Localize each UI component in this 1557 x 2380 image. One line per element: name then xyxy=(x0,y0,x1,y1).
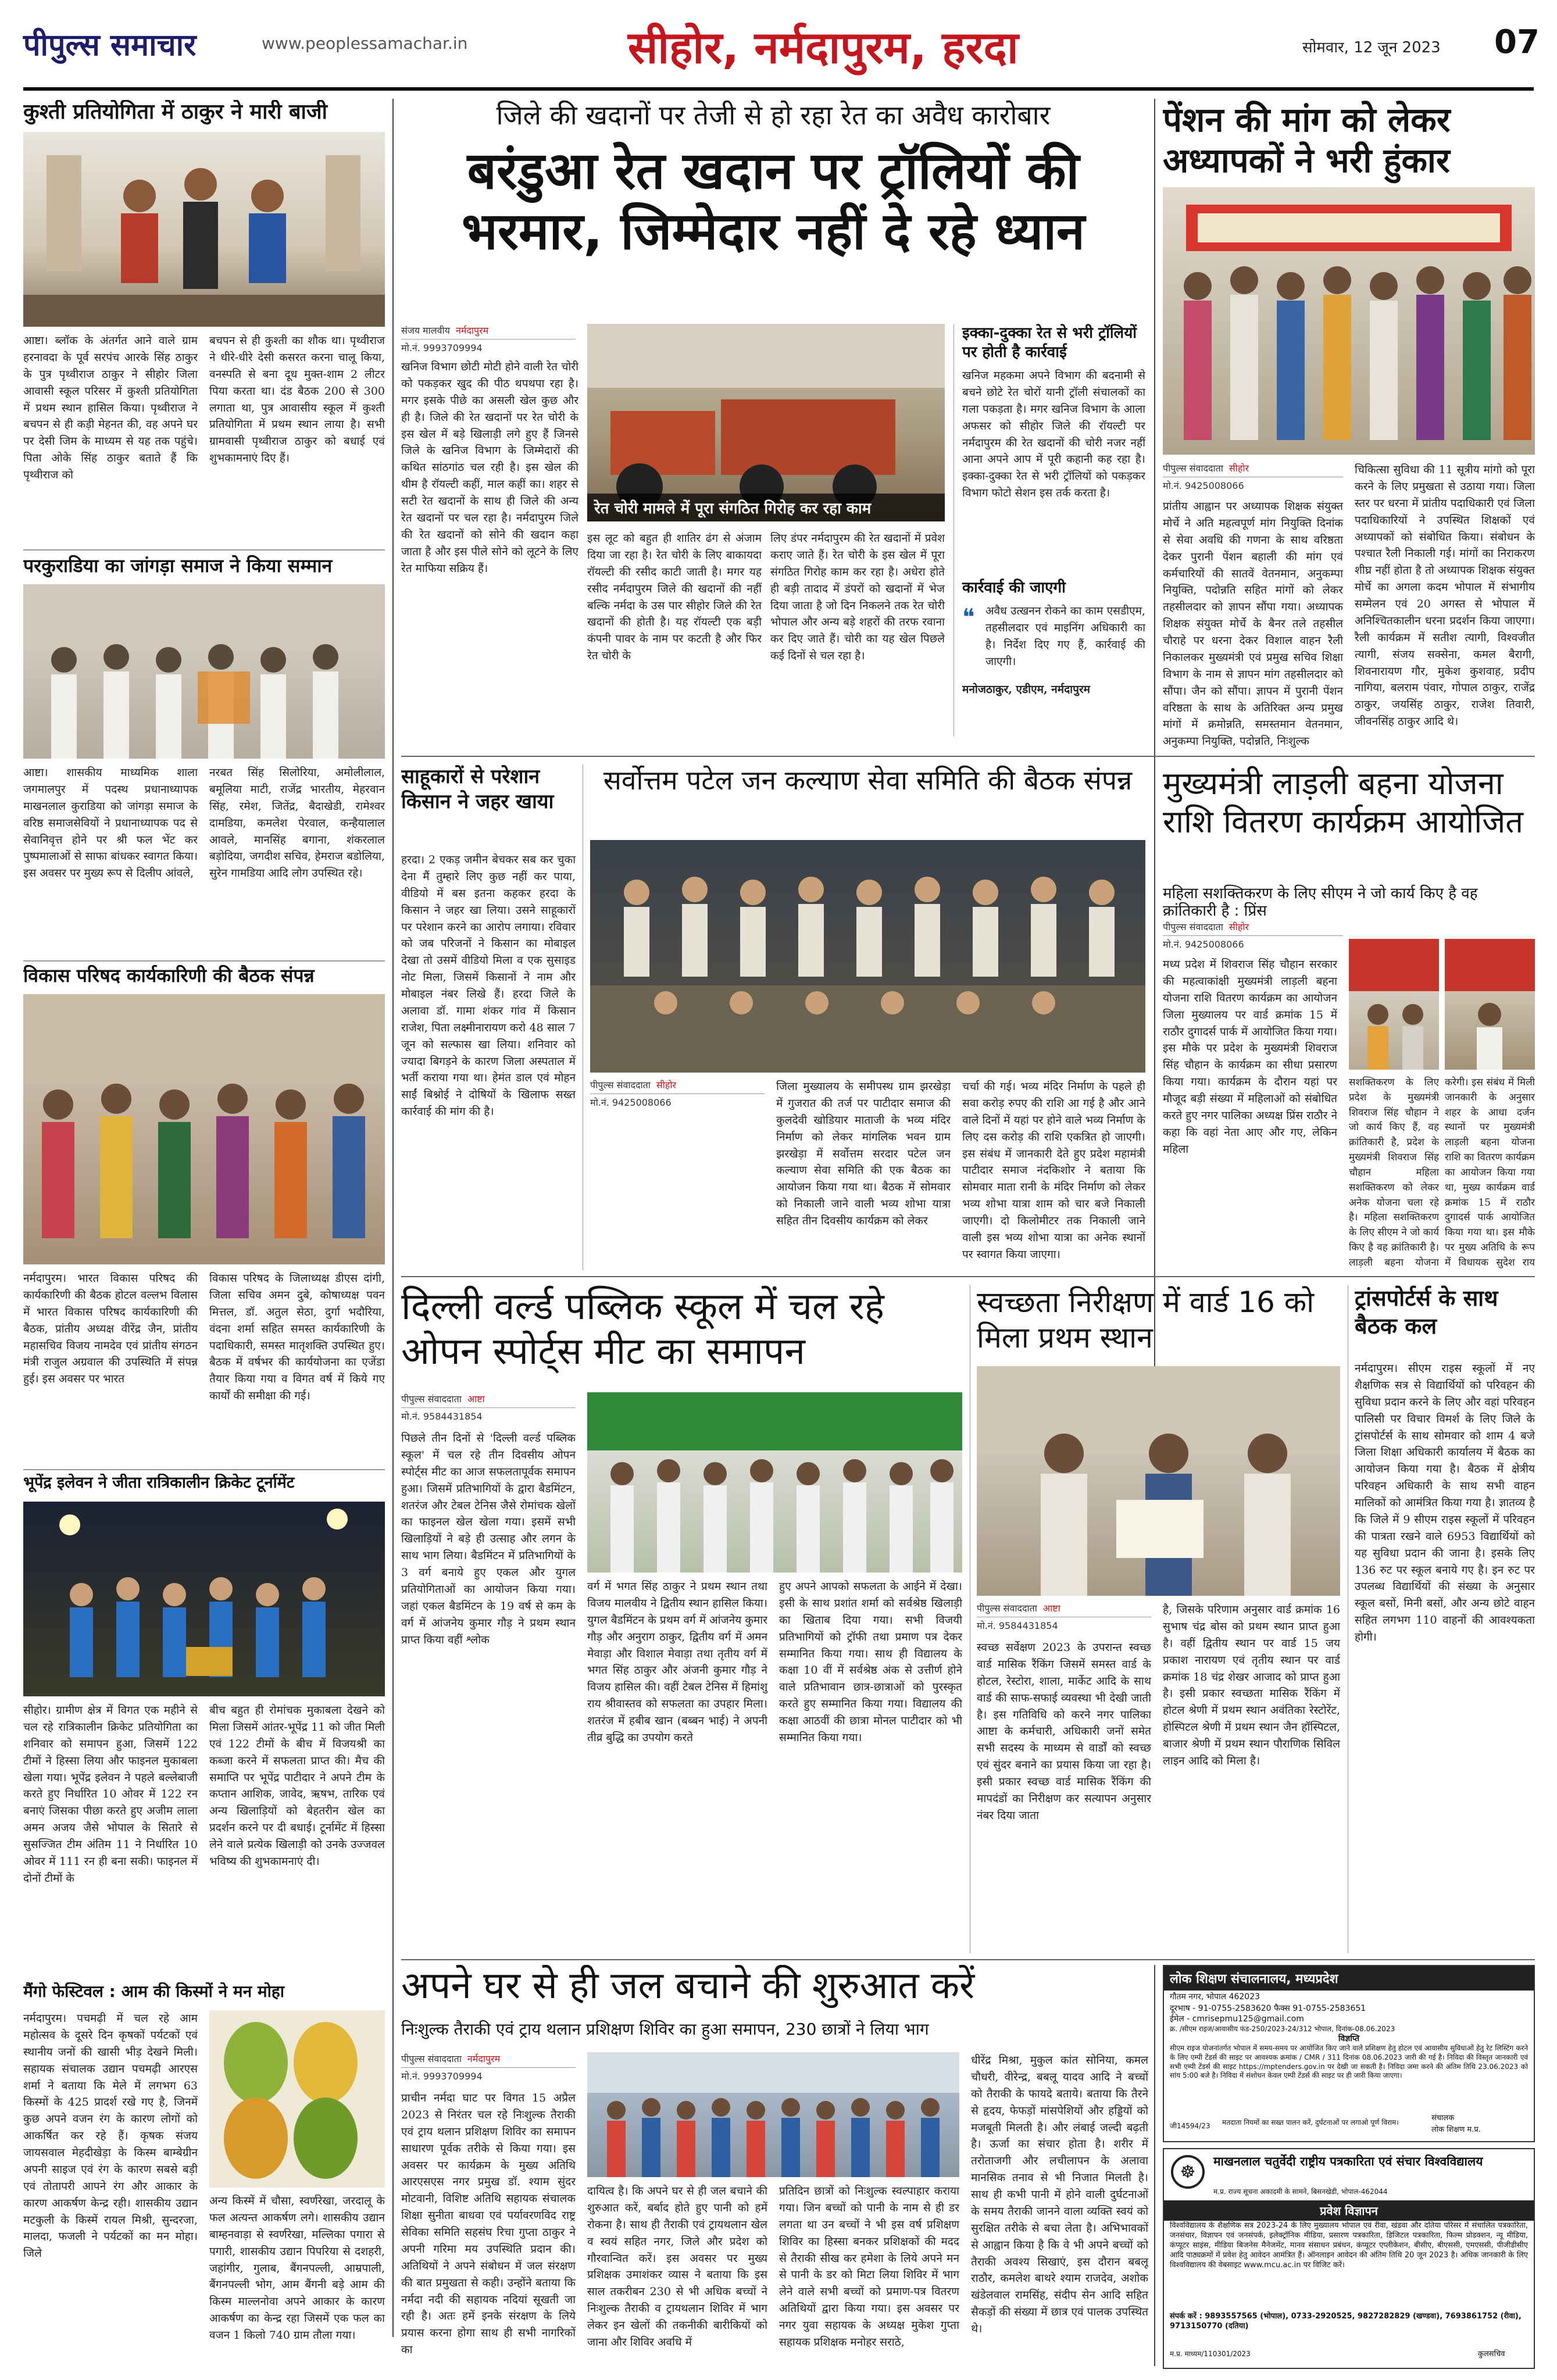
protest-illustration xyxy=(1163,187,1535,455)
ad-code: म.प्र. माध्यम/110301/2023 xyxy=(1170,2350,1251,2358)
cricket-photo xyxy=(23,1502,385,1696)
story-kicker: जिले की खदानों पर तेजी से हो रहा रेत का अवैध कारोबार xyxy=(496,100,1051,131)
story-body-col2: बीच बहुत ही रोमांचक मुकाबला देखने को मिला जिसमें आंतर-भूपेंद्र 11 को जीत मिली एवं 122 टीमों के बीच में विजयश्री का कब्जा करने में सफलता प्राप्त की। मैच की समाप्ति पर भूपेंद्र पाटीदार ने अपने टीम के कप्तान आशिक, जावेद, ऋषभ, तारिक एवं अन्य खिलाड़ियों को बेहतरीन खेल का प्रदर्शन करने पर दी बधाई। टूर्नामेंट में हिस्सा लेने वाले प्रत्येक खिलाड़ी को उनके उज्जवल भविष्य की शुभकामनाएं दी। xyxy=(209,1704,385,1868)
byline-phone: मो.नं. 9425008066 xyxy=(590,1097,672,1108)
section-rule xyxy=(401,1959,1535,1960)
wrestling-illustration xyxy=(23,132,385,327)
story-body-col2: दायित्व है। कि अपने घर से ही जल बचाने की शुरुआत करें, बर्बाद होते हुए पानी को हमें रोकना है। साथ ही तैराकी एवं ट्रायथलान खेल व स्वयं सहित नगर, जिले और प्रदेश को गौरवान्वित करें। इस अवसर पर मुख्य प्रशिक्षक उमाशंकर व्यास ने बताया कि इस साल तकरीबन 230 से भी अधिक बच्चों ने निःशुल्क तैराकी व ट्रायथलान शिविर में भाग लेकर इन खेलों की तकनीकी बारीकियों को जाना और शिविर अवधि में xyxy=(587,2185,767,2349)
story-body-col1: नर्मदापुरम। भारत विकास परिषद की कार्यकारिणी की बैठक होटल वल्लभ विलास में भारत विकास परिषद कार्यकारिणी की बैठक, प्रांतीय अध्यक्ष वीरेंद्र जैन, प्रांतीय महासचिव विजय नामदेव एवं प्रांतीय संगठन मंत्री राजुल अग्रवाल की उपस्थिति में संपन्न हुई। इस अवसर पर भारत xyxy=(23,1272,198,1386)
story-wrestling xyxy=(23,100,385,545)
byline-phone: मो.नं. 9425008066 xyxy=(1163,480,1244,491)
story-body-col1: मध्य प्रदेश में शिवराज सिंह चौहान सरकार की महत्वाकांक्षी मुख्यमंत्री लाड़ली बहना योजना राशि वितरण कार्यक्रम का आयोजन जिला मुख्यालय पर वार्ड क्रमांक 15 में राठौर दुगादर्स पार्क में आयोजित किया गया। इस मौके पर प्रदेश के मुख्यमंत्री शिवराज सिंह चौहान के कार्यक्रम का सीधा प्रसारण किया गया। कार्यक्रम के दौरान यहां पर मौजूद बड़ी संख्या में महिलाओं को संबोधित करते हुए नगर पालिका अध्यक्ष प्रिंस राठौर ने कहा कि वहां नेता आए और गए, लेकिन महिला xyxy=(1163,958,1337,1156)
byline-location: सीहोर xyxy=(1229,463,1249,474)
masthead-logo xyxy=(23,23,196,65)
quote-icon: ❝ xyxy=(962,604,975,631)
students-illustration xyxy=(587,1392,962,1573)
ad-body: सीएम राइज योजनांतर्गत भोपाल में समय-समय पर आयोजित किए जाने वाले प्रशिक्षण हेतु होटल एवं आवासीय सुविधाओं हेतु रेट लिस्टिंग करने के लिए एम्पी टेंडर्स की साइट पर आवश्यक क्रमांक / CMR / 311 दिनांक 08.06.2023 जारी की गई है। निविदा की विस्तृत जानकारी एवं सभी एम्पी टेंडर्स की साइट https://mptenders.gov.in पर देखी जा सकती है। निविदा जमा करने की अंतिम तिथि 23.06.2023 को सांय 5:00 बजे है। निविदा में संशोधन केवल एम्पी टेंडर्स की साइट पर ही जारी किया जाएगा। xyxy=(1170,2044,1528,2080)
column-divider xyxy=(1154,1965,1155,2366)
story-body-col1: पिछले तीन दिनों से 'दिल्ली वर्ल्ड पब्लिक स्कूल' में चल रहे तीन दिवसीय ओपन स्पोर्ट्स मीट का आज सफलतापूर्वक समापन हुआ। जिसमें प्रतिभागियों के द्वारा बैडमिंटन, शतरंज और टेबल टेनिस जैसे रोमांचक खेलों का फाइनल खेल खेला गया। इसमें सभी खिलाड़ियों ने बड़े ही उत्साह और लगन के साथ भाग लिया। बैडमिंटन में प्रतिभागियों के 3 वर्ग बनाये हुए एकल और युगल प्रतियोगिताओं का आयोजन किया गया। जहां एकल बैडमिंटन के 19 वर्ष से कम के वर्ग में आंजनेय कुमार गौड़ ने प्रथम स्थान प्राप्त किया वहीं श्लोक xyxy=(401,1432,576,1646)
story-headline: साहूकारों से परेशान किसान ने जहर खाया xyxy=(401,765,554,813)
ad-heading: प्रवेश विज्ञापन xyxy=(1164,2200,1534,2221)
story-headline: स्वच्छता निरीक्षण में वार्ड 16 को मिला प्रथम स्थान xyxy=(977,1285,1315,1355)
event-illustration xyxy=(1349,939,1439,1070)
story-body-col2: अन्य किस्में में चौसा, स्वर्णरेखा, जरदालू के फल अत्यन्त आकर्षण लगे। शासकीय उद्यान बाम्हनवाड़ा से स्वर्णरेखा, मल्लिका पगारा से पगारी, शासकीय उद्यान पिपरिया से दशहरी, जहांगीर, गुलाब, बैंगनपल्ली, आम्रपाली, बैंगनपल्ली भोग, आम बैंगनी बड़े आम की किस्म माल्लनोवा अपने आकार के कारण आकर्षण का केन्द्र रहा जिसमें एक फल का वजन 1 किलो 740 ग्राम तौला गया। xyxy=(209,2195,385,2342)
story-body-col1: आष्टा। ब्लॉक के अंतर्गत आने वाले ग्राम हरनावदा के पूर्व सरपंच आरके सिंह ठाकुर के पुत्र पृथ्वीराज ठाकुर ने सीहोर जिला आवासी स्कूल परिसर में कुश्ती प्रतियोगिता में प्रथम स्थान हासिल किया। पृथ्वीराज ने बचपन से ही कड़ी मेहनत की, वह अपने घर पर देसी जिम के माध्यम से यह तक पहुंचे। पिता ओके सिंह ठाकुर बताते हैं कि पृथ्वीराज को xyxy=(23,334,198,481)
story-body-col1: खनिज विभाग छोटी मोटी होने वाली रेत चोरी को पकड़कर खुद की पीठ थपथपा रहा है। मगर इसके पीछे का असली खेल कुछ और ही है। जिले की रेत खदानों पर रेत चोरी के इस खेल में बड़े खिलाड़ी लगे हुए हैं जिनसे जिले के खनिज विभाग के जिम्मेदारों की कथित सांठगांठ चल रही है। इस खेल की थीम है रॉयल्टी कहीं, माल कहीं का। शहर से सटी रेत खदानों के साथ ही जिले की अन्य रेत खदानों पर चल रहा है। नर्मदापुरम जिले की रेत खदानों को सोने की खदान कहा जाता है और इस पीले सोने को लूटने के लिए रेत माफिया सक्रिय हैं। xyxy=(401,360,578,575)
story-vikas-parishad xyxy=(23,965,385,1465)
university-logo-icon: ☸ xyxy=(1171,2155,1205,2189)
story-body-col2: है, जिसके परिणाम अनुसार वार्ड क्रमांक 16 सुभाष चंद्र बोस को प्रथम स्थान प्राप्त हुआ है। वहीं द्वितीय स्थान पर वार्ड 15 जय प्रकाश नारायण एवं तृतीय स्थान पर वार्ड क्रमांक 18 चंद्र शेखर आजाद को प्राप्त हुआ है। इसी प्रकार स्वच्छता मासिक रैंकिंग में होटल श्रेणी में प्रथम स्थान अवंतिका रेस्टोरेंट, होस्पिटल श्रेणी में प्रथम स्थान जैन हॉस्पिटल, बाजार श्रेणी में प्रथम स्थान पौराणिक सिविल लाइन आदि को मिला है। xyxy=(1163,1603,1340,1767)
story-jangra xyxy=(23,555,385,956)
camp-illustration xyxy=(587,2052,959,2177)
ad-title: लोक शिक्षण संचालनालय, मध्यप्रदेश xyxy=(1164,1966,1534,1991)
page-number: 07 xyxy=(1494,23,1540,61)
story-body-col1: स्वच्छ सर्वेक्षण 2023 के उपरान्त स्वच्छ वार्ड मासिक रैंकिंग जिसमें समस्त वार्ड के होटल, रेस्टोरा, शाला, मार्केट आदि के साथ वार्ड की साफ-सफाई व्यवस्था भी देखी जाती है। इस गतिविधि को करने नगर पालिका आष्टा के कर्मचारी, अधिकारी जनों समेत सभी सदस्य के माध्यम से वार्डों को स्वच्छ एवं सुंदर बनाने का प्रयास किया जा रहा है। इसी प्रकार स्वच्छ वार्ड मासिक रैंकिंग की मापदंडों का निरीक्षण कर सत्यापन अनुसार नंबर दिया जाता xyxy=(977,1641,1151,1822)
logo-text: पीपुल्स समाचार xyxy=(23,28,197,63)
sports-photo xyxy=(587,1392,962,1573)
column-divider xyxy=(1154,764,1155,1270)
story-water-saving xyxy=(401,1965,1148,2366)
byline xyxy=(1163,920,1343,936)
byline-name: पीपुल्स संवाददाता xyxy=(401,2053,462,2064)
ad-makhanlal-university xyxy=(1163,2148,1535,2369)
cricket-illustration xyxy=(23,1502,385,1696)
byline-name: पीपुल्स संवाददाता xyxy=(590,1080,651,1091)
story-sports-meet xyxy=(401,1285,962,1953)
story-headline: सर्वोत्तम पटेल जन कल्याण सेवा समिति की बैठक संपन्न xyxy=(603,764,1133,796)
ad-signatory-office: लोक शिक्षण म.प्र. xyxy=(1431,2125,1481,2134)
story-swachhata xyxy=(977,1285,1340,1953)
masthead-url: www.peoplessamachar.in xyxy=(262,34,468,53)
story-body-col1: प्राचीन नर्मदा घाट पर विगत 15 अप्रैल 2023 से निरंतर चल रहे निःशुल्क तैराकी एवं ट्राय थलान प्रशिक्षण शिविर का समापन साधारण पूर्वक तरीके से किया गया। इस अवसर पर कार्यक्रम के मुख्य अतिथि आरएसएस नगर प्रमुख डॉ. श्याम सुंदर मोटवानी, विशिष्ट अतिथि सहायक संचालक शिक्षा सुनीता बाधवा एवं पर्यावरणविद राष्ट्र सेविका समिति सहसंघ रिचा गुप्ता ठाकुर ने अपनी गरिमा मय उपस्थिति प्रदान की। अतिथियों ने अपने संबोधन में जल संरक्षण की बात प्रमुखता से कही। उन्होंने बताया कि नर्मदा नदी की सहायक नदियां सूखती जा रही है। अतः हमें इनके संरक्षण के लिये प्रयास करना होगा साथ ही सभी नागरिकों का xyxy=(401,2092,576,2357)
byline-phone: मो.नं. 9425008066 xyxy=(1163,939,1244,950)
story-transporters xyxy=(1355,1285,1535,1953)
story-body-col1: नर्मदापुरम। पचमढ़ी में चल रहे आम महोत्सव के दूसरे दिन कृषकों पर्यटकों एवं स्थानीय जनों की खासी भीड़ देखने मिली। सहायक संचालक उद्यान पचमढ़ी आरएस शर्मा ने बताया कि मेले में लगभग 63 किस्मों के 425 प्रादर्श रखे गए है, जिनमें कुछ अपने वजन रंग के कारण लोगों को आकर्षित कर रहे हैं। कृषक संजय जायसवाल मेहदीखेड़ा के किस्म बाम्बेग्रीन अपनी साइज एवं रंग के कारण सबसे बड़ी एवं तोतापरी आपने रंग और आकार के कारण आकर्षण केन्द्र रही। शासकीय उद्यान मटकुली के किस्में रायल मिश्री, सुन्दरजा, मालदा, फजली ने पर्यटकों का मन मोहा। जिले xyxy=(23,2012,198,2260)
byline-phone: मो.नं. 9584431854 xyxy=(401,1411,483,1422)
story-ladli-behna xyxy=(1163,764,1535,1270)
story-headline: मुख्यमंत्री लाड़ली बहना योजना राशि वितरण कार्यक्रम आयोजित xyxy=(1163,765,1524,840)
byline-phone: मो.नं. 9993709994 xyxy=(401,342,483,353)
ad-body: विश्वविद्यालय के शैक्षणिक सत्र 2023-24 के लिए मुख्यालय भोपाल एवं रीवा, खंडवा और दतिया परिसर में संचालित पत्रकारिता, जनसंचार, विज्ञापन एवं जनसंपर्क, इलेक्ट्रॉनिक मीडिया, प्रसारण पत्रकारिता, डिजिटल पत्रकारिता, फिल्म प्रोडक्शन, न्यू मीडिया, कंप्यूटर साइंस, मीडिया बिजनेस मैनेजमेंट, मानव संसाधन प्रबंधन, कंप्यूटर एप्लीकेशन, बीसीए, बीएससी, एमएससी, पीजीडीसीए आदि पाठ्यक्रमों में प्रवेश हेतु आवेदन आमंत्रित हैं। ऑनलाइन आवेदन की अंतिम तिथि 20 जून 2023 है। अधिक जानकारी के लिए विश्वविद्यालय की वेबसाइट www.mcu.ac.in पर विजिट करें। xyxy=(1170,2221,1528,2270)
ad-subtitle: म.प्र. राज्य सूचना अकादमी के सामने, बिसनखेडी, भोपाल-462044 xyxy=(1213,2188,1388,2196)
action-signature: मनोजठाकुर, एडीएम, नर्मदापुरम xyxy=(962,683,1091,696)
story-headline: विकास परिषद कार्यकारिणी की बैठक संपन्न xyxy=(23,965,315,987)
action-headline: कार्रवाई की जाएगी xyxy=(962,579,1066,596)
story-headline: मैंगो फेस्टिवल : आम की किस्मों ने मन मोहा xyxy=(23,1982,285,2001)
story-body-col2: नरबत सिंह सिलोरिया, अमोलीलाल, बमूलिया माटी, राजेंद्र भारतीय, मेहरवान सिंह, रमेश, जितेंद्र, बैदाखेडी, रामेश्वर दामडिया, कमलेश पेरवाल, कन्हैयालाल आवले, मानसिंह बगाना, शंकरलाल बड़ोदिया, जगदीश सचिव, हेमराज बडोलिया, सुरेन गामडिया आदि लोग उपस्थित रहे। xyxy=(209,766,385,880)
ad-email: ईमेल - cmrisepmu125@gmail.com xyxy=(1170,2014,1304,2024)
byline-location: आष्टा xyxy=(467,1393,485,1405)
byline-phone: मो.नं. 9993709994 xyxy=(401,2071,483,2082)
action-body: अवैध उत्खनन रोकने का काम एसडीएम, तहसीलदार एवं माइनिंग अधिकारी का है। निर्देश दिए गए हैं, कार्रवाई की जाएगी। xyxy=(985,605,1145,668)
story-separator xyxy=(23,960,385,962)
story-body-col2: विकास परिषद के जिलाध्यक्ष डीएस दांगी, जिला सचिव अमन दुबे, कोषाध्यक्ष पवन मित्तल, डॉ. अतुल सेठा, दुर्गा भदौरिया, वंदना शर्मा सहित समस्त कार्यकारिणी के पदाधिकारी, समस्त मातृशक्ति उपस्थित हुए। बैठक में वर्षभर की कार्ययोजना का एजेंडा तैयार किया गया व विगत वर्ष में किये गए कार्यों की समीक्षा की गई। xyxy=(209,1272,385,1403)
mango-illustration xyxy=(209,2010,385,2188)
byline-name: पीपुल्स संवाददाता xyxy=(401,1393,462,1405)
sand-mine-photo xyxy=(587,324,945,521)
event-illustration xyxy=(1445,939,1535,1070)
photo-caption: रेत चोरी मामले में पूरा संगठित गिरोह कर रहा काम xyxy=(587,494,945,521)
story-body-col3: करेगी। इस संबंध में मिली जानकारी के अनुसार शहर के आधा दर्जन स्थानों पर मुख्यमंत्री लाड़ली बहना योजना राशि का वितरण कार्यक्रम का आयोजन किया गया था, मुख्य कार्यक्रम वार्ड क्रमांक 15 में राठौर दुगादर्स पार्क आयोजित किया गया था। इस मौके पर मुख्य अतिथि के रूप में विधायक सुदेश राय xyxy=(1445,1077,1535,1268)
story-headline: ट्रांसपोर्टर्स के साथ बैठक कल xyxy=(1355,1285,1498,1339)
felicitation-photo xyxy=(23,584,385,759)
story-body-col2: इस लूट को बहुत ही शातिर ढंग से अंजाम दिया जा रहा है। रेत चोरी के लिए बाकायदा रॉयल्टी की रसीद काटी जाती है। मगर यह रसीद नर्मदापुरम जिले की खदानों की नहीं बल्कि नर्मदा के उस पार सीहोर जिले की रेत खदानों की होती है। यह रॉयल्टी एक बड़ी कंपनी पावर के नाम पर कटती है और फिर रेत चोरी के xyxy=(587,532,762,663)
ad-signatory: संचालक xyxy=(1431,2114,1455,2122)
byline-location: नर्मदापुरम xyxy=(455,325,489,336)
story-headline: दिल्ली वर्ल्ड पब्लिक स्कूल में चल रहे ओपन स्पोर्ट्स मीट का समापन xyxy=(401,1285,884,1373)
story-subtitle: निःशुल्क तैराकी एवं ट्राय थलान प्रशिक्षण शिविर का हुआ समापन, 230 छात्रों ने लिया भाग xyxy=(401,2020,929,2039)
sidebar-headline: इक्का-दुक्का रेत से भरी ट्रॉलियों पर होती है कार्रवाई xyxy=(962,324,1137,361)
mango-photo xyxy=(209,2010,385,2188)
ad-ref: क्र. /सीएम राइज/आवासीय फंड-250/2023-24/312 भोपाल, दिनांक-08.06.2023 xyxy=(1170,2024,1395,2033)
byline-location: सीहोर xyxy=(656,1080,677,1091)
story-headline: परकुराडिया का जांगड़ा समाज ने किया सम्मान xyxy=(23,555,333,577)
swimming-camp-photo xyxy=(587,2052,959,2177)
column-divider xyxy=(392,99,394,2337)
ad-address: गौतम नगर, भोपाल 462023 xyxy=(1170,1992,1260,2002)
byline-name: संजय मालवीय xyxy=(401,325,450,336)
story-body-col2: सशक्तिकरण के लिए प्रदेश के मुख्यमंत्री शिवराज सिंह चौहान ने जो कार्य किए हैं, वह क्रांतिकारी है, प्रदेश के मुख्यमंत्री शिवराज सिंह चौहान महिला सशक्तिकरण को लेकर अनेक योजना चला रहे है। महिला सशक्तिकरण के लिए सीएम ने जो कार्य किए है वह क्रांतिकारी है। लाड़ली बहना योजना xyxy=(1349,1077,1439,1268)
story-body-col1: सीहोर। ग्रामीण क्षेत्र में विगत एक महीने से चल रहे रात्रिकालीन क्रिकेट प्रतियोगिता का शनिवार को समापन हुआ, जिसमें 122 टीमों ने हिस्सा लिया और फाइनल मुकाबला खेला गया। भूपेंद्र इलेवन ने पहले बल्लेबाजी करते हुए निर्धारित 10 ओवर में 122 रन बनाएं जिसका पीछा करते हुए अजीम लाला अमन अजय जैसे भोपाल के सितारे से सुसज्जित टीम अंतिम 11 ने निर्धारित 10 ओवर में 111 रन ही बना सकी। फाइनल में दोनों टीमों के xyxy=(23,1704,198,1885)
story-headline: बरंडुआ रेत खदान पर ट्रॉलियों की भरमार, जिम्मेदार नहीं दे रहे ध्यान xyxy=(462,141,1085,261)
story-cricket xyxy=(23,1474,385,1979)
ladli-photo-1 xyxy=(1349,939,1439,1070)
story-headline: अपने घर से ही जल बचाने की शुरुआत करें xyxy=(401,1965,975,2007)
protest-photo xyxy=(1163,187,1535,455)
byline-name: पीपुल्स संवाददाता xyxy=(977,1603,1037,1614)
meeting-photo xyxy=(23,994,385,1264)
story-body-col2: चर्चा की गई। भव्य मंदिर निर्माण के पहले ही सवा करोड़ रुपए की राशि आ गई है और आने वाले दिनों में यहां पर होने वाले भव्य निर्माण के लिए दस करोड़ की राशि एकत्रित हो जाएगी। इस संबंध में जानकारी देते हुए प्रदेश महामंत्री पाटीदार समाज नंदकिशोर ने बताया कि सोमवार माता रानी के मंदिर निर्माण को लेकर भव्य शोभा यात्रा शाम को चार बजे निकाली जाएगी। दो किलोमीटर तक निकाली जाने वाली इस भव्य शोभा यात्रा का अनेक स्थानों पर स्वागत किया जाएगा। xyxy=(962,1080,1145,1261)
story-body-col2: चिकित्सा सुविधा की 11 सूत्रीय मांगो को पूरा करने के लिए प्रमुखता से उठाया गया। जिला स्तर पर धरना में प्रांतीय पदाधिकारी एवं जिला पदाधिकारियों ने उपस्थित शिक्षकों एवं अध्यापकों को संबोधित किया। संबोधन के पश्चात रैली निकाली गई। मांगों का निराकरण शीघ्र नहीं होता है तो अध्यापक शिक्षक संयुक्त मोर्चे का अगला कदम भोपाल में संभागीय सम्मेलन एवं 20 अगस्त से भोपाल में अनिश्चितकालीन धरना प्रदर्शन किया जाएगा। रैली कार्यक्रम में सतीश त्यागी, विश्वजीत त्यागी, संजय सक्सेना, कमल बैरागी, शिवनारायण गौर, मुकेश कुशवाह, प्रदीप नागिया, बलराम पंवार, गोपाल ठाकुर, राजेंद्र ठाकुर, जयसिंह ठाकुर, राजेश तिवारी, जीवनसिंह ठाकुर आदि थे। xyxy=(1355,463,1535,728)
story-pension xyxy=(1163,100,1535,751)
byline xyxy=(977,1602,1151,1617)
meeting-illustration xyxy=(23,994,385,1264)
story-body-col2: वर्ग में भगत सिंह ठाकुर ने प्रथम स्थान तथा विजय मालवीय ने द्वितीय स्थान हासिल किया। युगल बैडमिंटन के प्रथम वर्ग में आंजनेय कुमार गौड़ और अनुराग ठाकुर, द्वितीय वर्ग में अमन मेवाड़ा और विशाल मेवाड़ा तथा तृतीय वर्ग में भगत सिंह ठाकुर और अंजनी कुमार गौड़ ने विजय हासिल की। वहीं टेबल टेनिस में हिमांशु राय श्रीवास्तव को सफलता का उपहार मिला। शतरंज में हबीब खान (बब्बन भाई) ने अपनी तीव्र बुद्धि का उपयोग करते xyxy=(587,1580,767,1744)
masthead xyxy=(0,0,1557,96)
story-farmer-poison xyxy=(401,764,576,1270)
ad-signatory: कुलसचिव xyxy=(1478,2350,1505,2358)
ad-lok-shikshan xyxy=(1163,1965,1535,2142)
ad-contact: संपर्क करें : 9893557565 (भोपाल), 0733-2920525, 9827282829 (खण्डवा), 7693861752 (रीवा), 9713150770 (दतिया) xyxy=(1170,2312,1522,2331)
ad-phone: दूरभाष - 91-0755-2583620 फैक्स 91-0755-2583651 xyxy=(1170,2004,1366,2014)
masthead-region: सीहोर, नर्मदापुरम, हरदा xyxy=(628,22,1019,73)
story-body-col3: हुए अपने आपको सफलता के आईने में देखा। इसी के साथ प्रशांत शर्मा को सर्वश्रेष्ठ खिलाड़ी का खिताब दिया गया। सभी विजयी प्रतिभागियों को ट्रॉफी तथा प्रमाण पत्र देकर सम्मानित किया गया। साथ ही विद्यालय के कक्षा 10 वीं में सर्वश्रेष्ठ अंक से उत्तीर्ण होने वाले प्रतिभावान छात्र-छात्राओं को पुरस्कृत करते हुए सम्मानित किया गया। विद्यालय की कक्षा आठवीं की छात्रा मोनल पाटीदार को भी सम्मानित किया गया। xyxy=(779,1580,962,1744)
wrestling-photo xyxy=(23,132,385,327)
samiti-illustration xyxy=(590,840,1145,1073)
byline xyxy=(401,2052,576,2068)
story-headline: भूपेंद्र इलेवन ने जीता रात्रिकालीन क्रिकेट टूर्नामेंट xyxy=(23,1474,295,1492)
masthead-rule xyxy=(23,87,1534,91)
story-patel-samiti xyxy=(590,764,1145,1270)
section-rule xyxy=(401,756,1535,757)
story-mango-festival xyxy=(23,1982,385,2360)
story-body-col2: बचपन से ही कुश्ती का शौक था। पृथ्वीराज ने धीरे-धीरे देसी कसरत करना चालू किया, वनस्पति से बना दूध मुक्त-शाम 2 लीटर पिया करता था। दंड बैठक 200 से 300 लगाता था, पुत्र आवासीय स्कूल में कुश्ती प्रतियोगिता में प्रथम स्थान लाया है। सभी ग्रामवासी पृथ्वीराज ठाकुर को बधाई एवं शुभकामनाएं दिए हैं। xyxy=(209,334,385,465)
byline-name: पीपुल्स संवाददाता xyxy=(1163,463,1223,474)
sidebar-body: खनिज महकमा अपने विभाग की बदनामी से बचने छोटे रेत चोरों यानी ट्रॉली संचालकों का गला पकड़ता है। मगर खनिज विभाग के आला अफसर को सीहोर जिले की रॉयल्टी पर नर्मदापुरम की रेत खदानों की चोरी नजर नहीं आना अपने आप में पूरी कहानी कह रहा है। इक्का-दुक्का रेत से भरी ट्रॉलियों को पकड़कर विभाग फोटो सेशन इस तर्क करता है। xyxy=(962,369,1145,500)
byline-location: सीहोर xyxy=(1229,921,1249,932)
ad-code: जी14594/23 xyxy=(1170,2122,1210,2130)
story-headline: कुश्ती प्रतियोगिता में ठाकुर ने मारी बाजी xyxy=(23,100,327,124)
story-body: नर्मदापुरम। सीएम राइस स्कूलों में नए शैक्षणिक सत्र से विद्यार्थियों को परिवहन की सुविधा प्रदान करने के लिए और वहां परिवहन पालिसी पर विचार विमर्श के लिए जिले के ट्रांसपोर्टर्स के साथ सोमवार को शाम 4 बजे जिला शिक्षा अधिकारी कार्यालय में बैठक का आयोजन किया गया है। बैठक में क्षेत्रीय परिवहन अधिकारी के साथ सभी वाहन मालिकों को आमंत्रित किया गया है। ज्ञातव्य है कि जिले में 9 सीएम राइस स्कूलों में परिवहन की पात्रता रखने वाले 6953 विद्यार्थियों को यह सुविधा प्रदान की जाना है। इसके लिए 136 रुट पर स्कूल बनाये गए है। इन रुट पर उपलब्ध विद्यार्थियों की संख्या के अनुसार स्कूल बसों, मिनी बसों, और अन्य छोटे वाहन सहित लगभग 110 वाहनों की आवश्यकता होगी। xyxy=(1355,1362,1535,1643)
story-body-col1: जिला मुख्यालय के समीपस्थ ग्राम झरखेड़ा में गुजरात की तर्ज पर पाटीदार समाज की कुलदेवी खोडियार माताजी के भव्य मंदिर निर्माण को लेकर मांगलिक भवन ग्राम झरखेड़ा में सर्वोत्तम सरदार पटेल जन कल्याण सेवा समिति की एक बैठक का आयोजन किया गया था। बैठक में सोमवार को निकाली जाने वाली भव्य शोभा यात्रा सहित तीन दिवसीय कार्यक्रम को लेकर xyxy=(776,1080,951,1227)
story-body-col3: प्रतिदिन छात्रों को निःशुल्क स्वल्पाहार कराया गया। जिन बच्चों को पानी के नाम से ही डर लगता था उन बच्चों ने भी इस वर्ष प्रशिक्षण शिविर का हिस्सा बनकर प्रशिक्षकों की मदद से तैराकी सीख कर हमेशा के लिये अपने मन से पानी के डर को मिटा लिया शिविर में भाग लेने वाले सभी बच्चों को प्रमाण-पत्र वितरण अतिथियों द्वारा किया गया। इस अवसर पर नगर युवा सहायक के अध्यक्ष मुकेश गुप्ता सहायक प्रशिक्षक मनोहर सराठे, xyxy=(779,2185,959,2349)
story-separator xyxy=(23,549,385,551)
byline-name: पीपुल्स संवाददाता xyxy=(1163,921,1223,932)
story-headline: पेंशन की मांग को लेकर अध्यापकों ने भरी हुंकार xyxy=(1163,100,1451,180)
tractor-illustration xyxy=(587,324,945,521)
story-subtitle: महिला सशक्तिकरण के लिए सीएम ने जो कार्य किए है वह क्रांतिकारी है : प्रिंस xyxy=(1163,885,1478,920)
award-illustration xyxy=(977,1366,1340,1596)
story-body-col3: लिए डंपर नर्मदापुरम की रेत खदानों में प्रवेश कराए जाते हैं। रेत चोरी के इस खेल में पूरा संगठित गिरोह काम कर रहा है। अधेरा होते ही बड़ी तादाद में डंपरों को खदानों में भेज दिया जाता है जो दिन निकलने तक रेत चोरी भोपाल और अन्य बड़े शहरों की तरफ रवाना कर दिए जाते हैं। चोरी का यह खेल पिछले कई दिनों से चल रहा है। xyxy=(770,532,945,663)
award-photo xyxy=(977,1366,1340,1596)
byline xyxy=(590,1078,765,1094)
byline-location: आष्टा xyxy=(1042,1603,1060,1614)
ad-heading: विज्ञप्ति xyxy=(1338,2034,1360,2044)
byline xyxy=(1163,462,1343,477)
byline-phone: मो.नं. 9584431854 xyxy=(977,1620,1058,1631)
section-rule xyxy=(401,1276,1535,1277)
byline xyxy=(401,324,576,340)
ad-footnote: मतदाता नियमों का सख्त पालन करें, दुर्घटनाओं पर लगाओ पूर्ण विराम। xyxy=(1222,2118,1399,2127)
story-body-col4: धीरेंद्र मिश्रा, मुकुल कांत सोनिया, कमल चौधरी, वीरेन्द्र, बबलू यादव आदि ने बच्चों को तैराकी के फायदे बताये। बताया कि तैरने से हृदय, फेफड़ों मांसपेशियों और हड्डियों को मजबूती मिलती है। और लंबाई जल्दी बढ़ती है। ऊर्जा का संचार होता है। शरीर में तरोताजगी और लचीलापन के अलावा मानसिक तनाव से भी निजात मिलती है। साथ ही कभी पानी में होने वाली दुर्घटनाओं के समय तैराकी जानने वाला व्यक्ति स्वयं को सुरक्षित तरीके से बचा लेता है। अभिभावकों से आह्वान किया है कि वे भी अपने बच्चों को तैराकी अवश्य सिखाएं, इस दौरान बबलू राठौर, कमलेश बाथरे श्याम राजदेव, अशोक खंडेलवाल रामसिंह, संदीप सेन आदि सहित सैकड़ों की संख्या में छात्र एवं पालक उपस्थित थे। xyxy=(971,2054,1148,2335)
byline-location: नर्मदापुरम xyxy=(467,2053,501,2064)
story-body-col1: आष्टा। शासकीय माध्यमिक शाला जगमालपुर में पदस्थ प्रधानाध्यापक माखनलाल कुराडिया को जांगड़ा समाज के वरिष्ठ समाजसेवियों ने प्रधानाध्यापक पद से सेवानिवृत्त होने पर श्री फल भेंट कर पुष्पमालाओं से साफा बांधकर स्वागत किया। इस अवसर पर मुख्य रूप से दिलीप आंवले, xyxy=(23,766,198,880)
ad-title: माखनलाल चतुर्वेदी राष्ट्रीय पत्रकारिता एवं संचार विश्वविद्यालय xyxy=(1213,2154,1483,2168)
group-illustration xyxy=(23,584,385,759)
story-sand-mining xyxy=(401,100,1145,751)
meeting-photo xyxy=(590,840,1145,1073)
byline xyxy=(401,1392,576,1408)
story-separator xyxy=(23,1469,385,1470)
story-body: हरदा। 2 एकड़ जमीन बेचकर सब कर चुका देना मैं तुम्हारे लिए कुछ नहीं कर पाया, वीडियो में बस इतना कहकर हरदा के किसान ने जहर खा लिया। उसने साहूकारों पर परेशान करने का आरोप लगाया। रविवार को जब परिजनों ने किसान का मोबाइल देखा तो उसमें वीडियो मिला व एक सुसाइड नोट मिला, जिसमें किसानों ने नाम और मोबाइल नंबर लिखे हैं। हरदा जिले के अलावा डॉ. गामा शंकर गांव में किसान राजेश, पिता लक्ष्मीनारायण करो 48 साल 7 जून को सल्फास खा लिया। शनिवार को ज्यादा बिगड़ने के कारण जिला अस्पताल में भर्ती कराया गया था। हेमंत डाल एवं मोहन साईं बिश्नोई ने दोषियों के खिलाफ सख्त कार्रवाई की मांग की है। xyxy=(401,853,576,1118)
story-body-col1: प्रांतीय आह्वान पर अध्यापक शिक्षक संयुक्त मोर्चे ने अति महत्वपूर्ण मांग नियुक्ति दिनांक से सेवा अवधि की गणना के साथ वरिष्ठता देकर पुरानी पेंशन बहाली की मांग एवं कर्मचारियों की सातवें वेतनमान, अनुकम्पा नियुक्ति, पदोन्नति सहित मांगों को लेकर तहसीलदार को ज्ञापन सौंपा गया। अध्यापक शिक्षक संयुक्त मोर्चे के बैनर तले तहसील चौराहे पर धरना देकर विशाल वाहन रैली निकालकर मुख्यमंत्री एवं प्रमुख सचिव शिक्षा विभाग के नाम से ज्ञापन मांग तहसीलदार को सौंपा। जैन को सौंपा। ज्ञापन में पुरानी पेंशन वरिष्ठता के साथ के अतिरिक्त अन्य प्रमुख मांगों में क्रमोन्नति, समस्तमान वेतनमान, अनुकम्पा नियुक्ति, पदोन्नति, निःशुल्क xyxy=(1163,500,1343,748)
ladli-photo-2 xyxy=(1445,939,1535,1070)
masthead-date: सोमवार, 12 जून 2023 xyxy=(1302,39,1441,56)
